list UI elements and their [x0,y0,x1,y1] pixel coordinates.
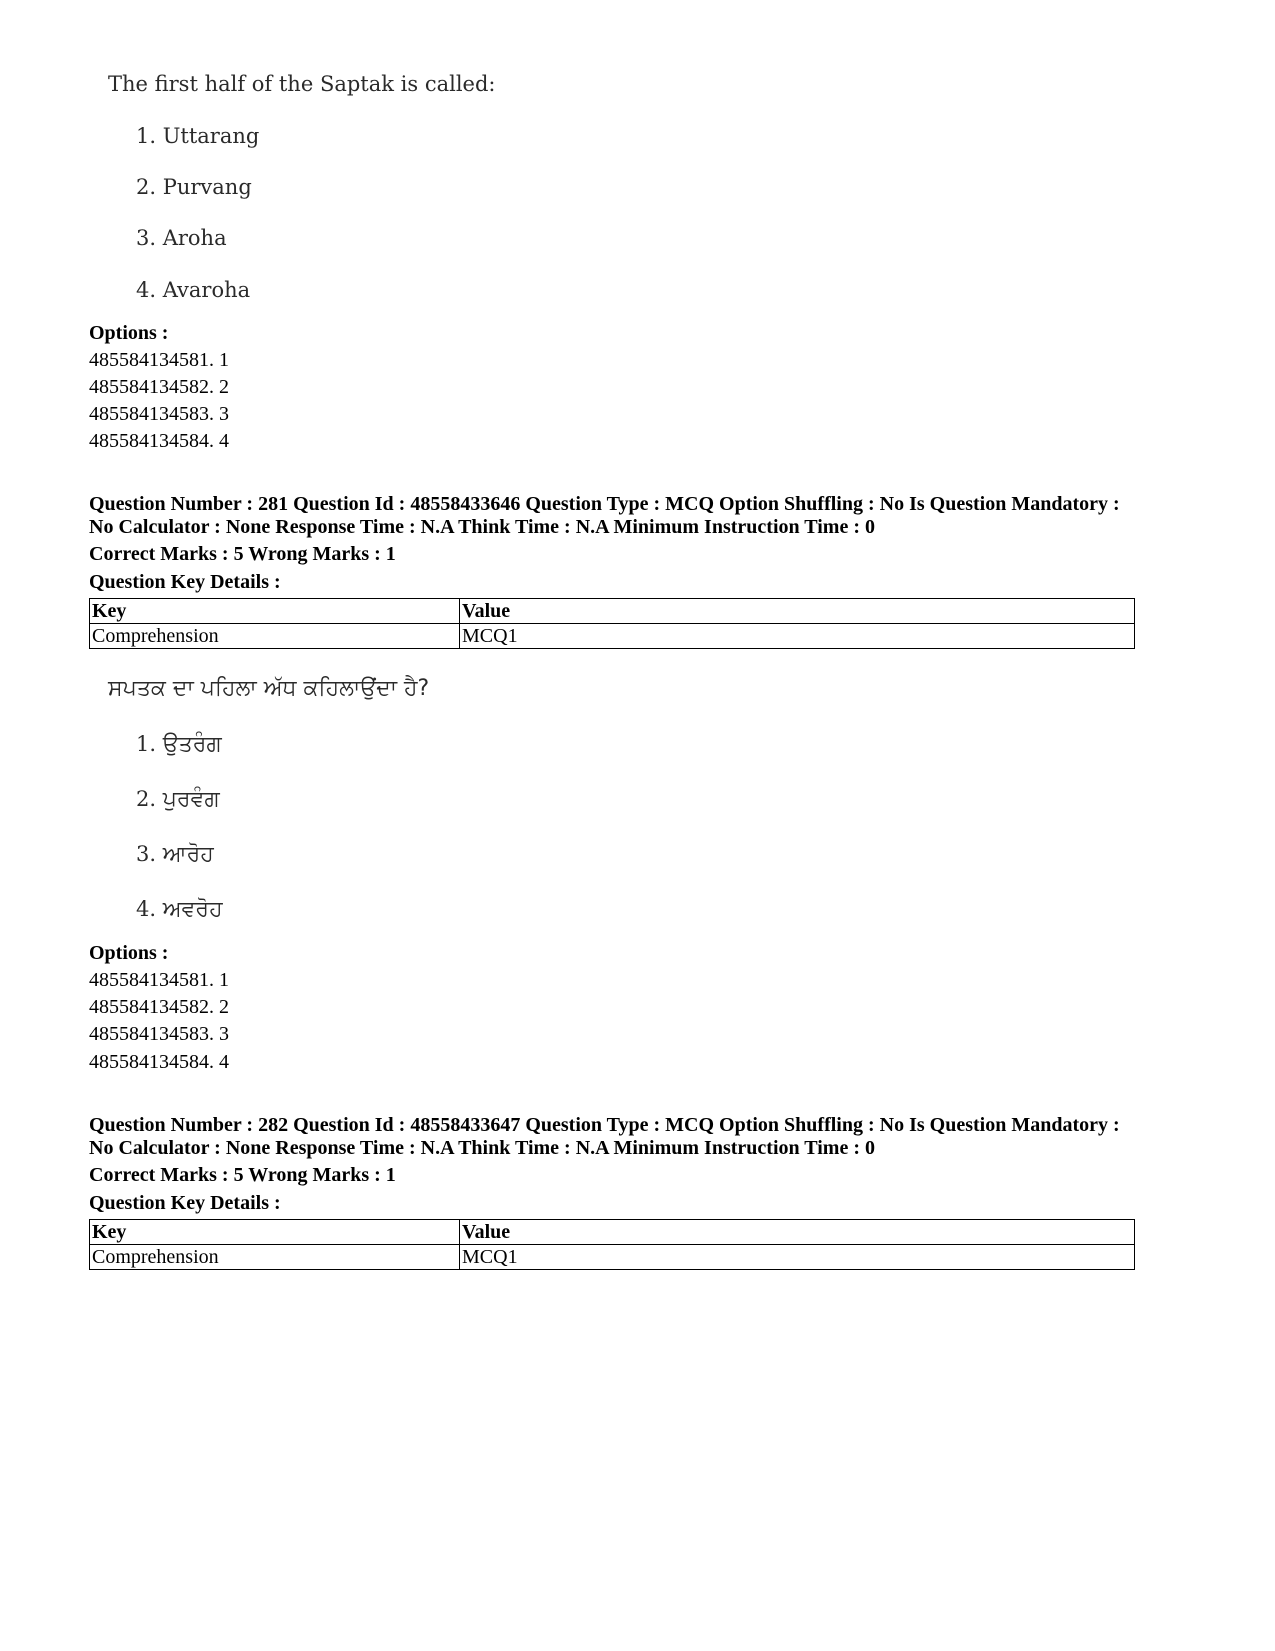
key-details-label: Question Key Details : [89,571,281,593]
option-id-3: 485584134583. 3 [89,1023,229,1045]
table-row [90,1245,1135,1270]
punjabi-question-text: ਸਪਤਕ ਦਾ ਪਹਿਲਾ ਅੱਧ ਕਹਿਲਾਉਂਦਾ ਹੈ? [108,676,430,701]
option-id-1: 485584134581. 1 [89,969,229,991]
punjabi-option-1 [136,732,222,757]
option-id-3: 485584134583. 3 [89,403,229,425]
option-id-1: 485584134581. 1 [89,349,229,371]
option-text: ਪੁਰਵੰਗ [162,787,220,812]
option-id-2: 485584134582. 2 [89,996,229,1018]
option-id-4: 485584134584. 4 [89,1051,229,1073]
question-text: The first half of the Saptak is called: [108,72,496,96]
punjabi-option-3 [136,842,214,867]
header-value: Value [460,1220,1135,1245]
header-key: Key [90,599,460,624]
option-id-2: 485584134582. 2 [89,376,229,398]
marks-line: Correct Marks : 5 Wrong Marks : 1 [89,543,396,565]
key-details-table [89,1219,1135,1270]
meta-line-1: Question Number : 282 Question Id : 48558433647 Question Type : MCQ Option Shuffling : No Is Question Mandatory : [89,1114,1120,1136]
option-text: ਅਵਰੋਹ [162,897,223,922]
punjabi-option-4 [136,897,223,922]
table-header-row [90,1220,1135,1245]
option-number: 4. [136,897,157,921]
option-number: 1. [136,732,157,756]
header-value: Value [460,599,1135,624]
cell-key: Comprehension [90,1245,460,1270]
option-id-4: 485584134584. 4 [89,430,229,452]
option-text: ਉਤਰੰਗ [162,732,222,757]
meta-line-2: No Calculator : None Response Time : N.A Think Time : N.A Minimum Instruction Time : 0 [89,516,875,538]
question-option-4: 4. Avaroha [136,278,251,302]
key-details-label: Question Key Details : [89,1192,281,1214]
cell-key: Comprehension [90,624,460,649]
question-metadata [89,1114,1149,1160]
options-label: Options : [89,322,169,344]
meta-line-1: Question Number : 281 Question Id : 48558433646 Question Type : MCQ Option Shuffling : No Is Question Mandatory : [89,493,1120,515]
cell-value: MCQ1 [460,624,1135,649]
options-label: Options : [89,942,169,964]
question-option-3: 3. Aroha [136,226,227,250]
table-header-row [90,599,1135,624]
option-text: ਆਰੋਹ [162,842,214,867]
meta-line-2: No Calculator : None Response Time : N.A Think Time : N.A Minimum Instruction Time : 0 [89,1137,875,1159]
marks-line: Correct Marks : 5 Wrong Marks : 1 [89,1164,396,1186]
question-option-1: 1. Uttarang [136,124,260,148]
header-key: Key [90,1220,460,1245]
table-row [90,624,1135,649]
option-number: 2. [136,787,157,811]
key-details-table [89,598,1135,649]
punjabi-option-2 [136,787,220,812]
cell-value: MCQ1 [460,1245,1135,1270]
option-number: 3. [136,842,157,866]
question-option-2: 2. Purvang [136,175,252,199]
question-metadata [89,493,1149,539]
